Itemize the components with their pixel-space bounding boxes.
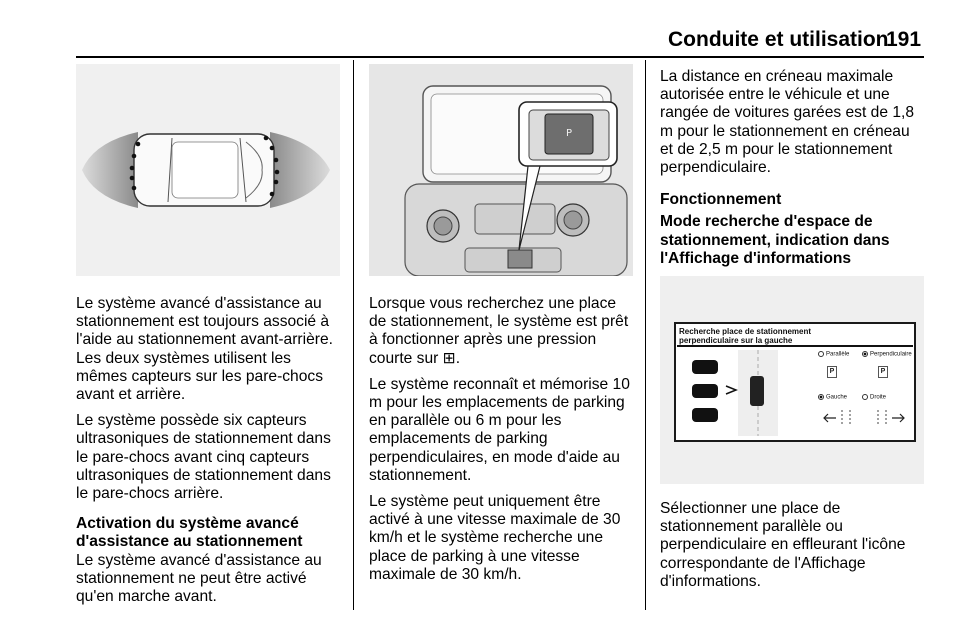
paragraph: La distance en créneau maximale autorisée entre le véhicule et une rangée de voitures garées est de 1,8 m pour le stationnement en créneau et de 2,5 m pour le stationnement perpendiculaire. [660,68,914,177]
car-topview-illustration [76,64,340,276]
dashboard-illustration [369,64,633,276]
perpendicular-p-icon: P [878,366,888,378]
parking-scene-illustration [678,350,804,436]
column-3-bottom [660,500,926,599]
subsection-heading: Mode recherche d'espace de stationnement, indication dans l'Affichage d'informations [660,213,890,267]
page-number: 191 [886,28,922,51]
paragraph: Le système peut uniquement être activé à une vitesse maximale de 30 km/h et le système recherche une place de parking à une vitesse maximale de 30 km/h. [369,493,621,583]
parallel-p-icon: P [827,366,837,378]
paragraph: Le système reconnaît et mémorise 10 m pour les emplacements de parking en parallèle ou 6 m pour les emplacements de parking perpendiculaires, en mode d'aide au stationnement. [369,375,630,484]
paragraph: Le système possède six capteurs ultrasoniques de stationnement dans le pare-chocs avant cinq capteurs ultrasoniques de stationnement dans le pare-chocs arrière. [76,412,331,503]
paragraph: Lorsque vous recherchez une place de stationnement, le système est prêt à fonctionner après une pression courte sur ⊞. [369,295,629,367]
option-parallel[interactable]: Parallèle [818,351,849,358]
front-sensor-zone [270,132,330,208]
section-heading: Activation du système avancé d'assistance au stationnement [76,515,303,551]
column-2 [369,295,635,592]
info-display-screen [674,322,916,442]
column-1 [76,295,341,614]
header-rule [76,56,924,58]
paragraph: Sélectionner une place de stationnement parallèle ou perpendiculaire en effleurant l'icône correspondante de l'Affichage d'informations. [660,500,906,590]
option-right[interactable]: Droite [862,394,886,401]
display-title: Recherche place de stationnement perpendiculaire sur la gauche [679,327,812,345]
paragraph: Le système avancé d'assistance au stationnement ne peut être activé qu'en marche avant. [76,551,322,606]
option-left[interactable]: Gauche [818,394,847,401]
column-3 [660,68,926,276]
section-heading: Fonctionnement [660,191,782,209]
dashboard-parking-button-figure [369,64,633,276]
parking-assist-button-icon: P [565,128,573,139]
column-separator [353,60,354,610]
option-perpendicular[interactable]: Perpendiculaire [862,351,912,358]
info-display-figure [660,276,924,484]
car-sensor-zones-figure [76,64,340,276]
side-arrow-icons [820,408,910,428]
page-header-title: Conduite et utilisation [668,28,889,51]
column-separator [645,60,646,610]
paragraph: Le système avancé d'assistance au stationnement est toujours associé à l'aide au stationnement avant-arrière. Les deux systèmes utilisent les mêmes capteurs sur les pare-chocs avant et arrière. [76,295,333,404]
rear-sensor-zone [82,132,138,208]
